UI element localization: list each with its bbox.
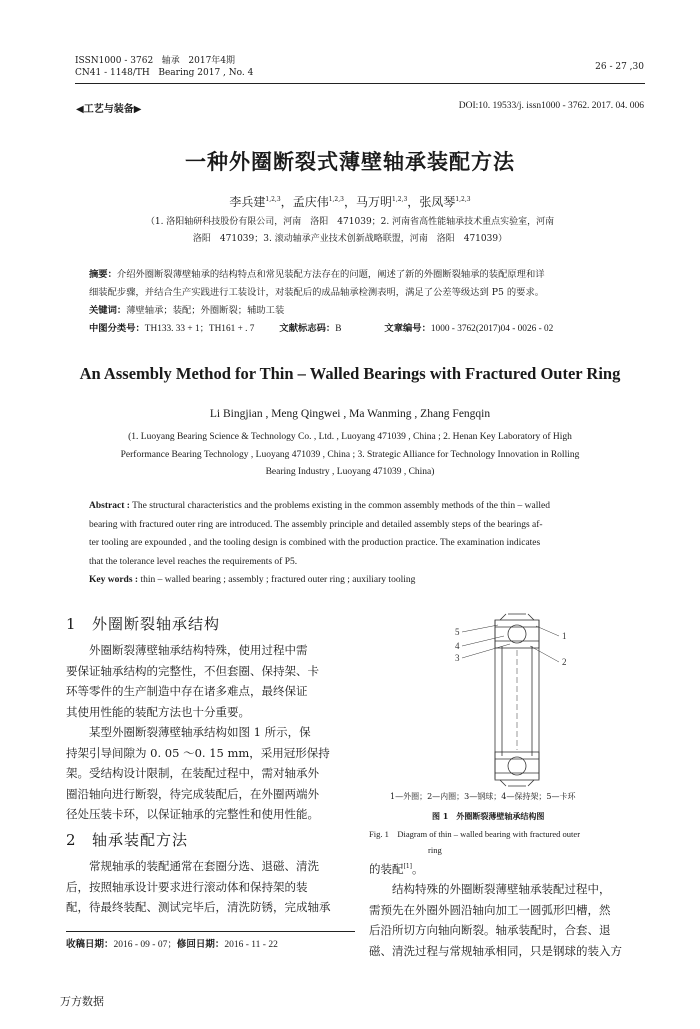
- section-1-heading: 1 外圈断裂轴承结构: [66, 615, 221, 633]
- authors-cn: 李兵建$^{1,2,3}$，孟庆伟$^{1,2,3}$，马万明$^{1,2,3}$，张凤琴$^{1,2,3}$: [229, 195, 471, 209]
- keywords-cn: 关键词：薄壁轴承；装配；外圈断裂；辅助工装: [89, 305, 285, 316]
- issue-cn: 2017年4期: [188, 56, 236, 66]
- journal-name-en: Bearing: [158, 68, 195, 78]
- callout-2: 2: [562, 657, 567, 667]
- callout-1: 1: [562, 631, 567, 641]
- journal-name-cn: 轴承: [161, 56, 180, 66]
- section-tag: ◀工艺与装备▶: [76, 104, 142, 115]
- page-range: 26 - 27 ,30: [595, 62, 644, 72]
- classification-info: 中图分类号：TH133. 33 + 1；TH161 + . 7 文献标志码：B 文章编号：1000 - 3762(2017)04 - 0026 - 02: [89, 323, 554, 334]
- figure-legend: 1—外圈；2—内圈；3—钢球；4—保持架；5—卡环: [390, 792, 576, 801]
- issue-en: 2017 , No. 4: [197, 68, 254, 78]
- callout-4: 4: [455, 641, 460, 651]
- callout-5: 5: [455, 627, 460, 637]
- figure-caption-en: Fig. 1 Diagram of thin – walled bearing with fractured outer ring: [369, 829, 581, 855]
- right-column-body: 的装配[1]。 结构特殊的外圈断裂薄壁轴承装配过程中， 需预先在外圈外圆沿轴向加工一圆弧形凹槽，然 后沿所切方向轴向断裂。轴承装配时，合套、退 磁、清洗过程与常规轴承相同，只是钢球的装入方: [369, 861, 622, 958]
- watermark: 万方数据: [60, 995, 104, 1008]
- abstract-en: Abstract : The structural characteristics and the problems existing in the common assembly methods of the thin – walled bearing with fractured outer ring are introduced. The assembly principle and detailed assembly steps of the bearings af- ter tooling are expounded , and the tooling design is combined with the production practice. The examination indicates that the tolerance level reaches the requirements of P5. Key words : thin – walled bearing ; assembly ; fractured outer ring ; auxiliary tooling: [89, 497, 634, 590]
- section-2-body: 常规轴承的装配通常在套圈分选、退磁、清洗 后，按照轴承设计要求进行滚动体和保持架的装 配，待最终装配、测试完毕后，清洗防锈，完成轴承: [66, 859, 331, 914]
- section-2-heading: 2 轴承装配方法: [66, 831, 189, 849]
- affiliations-cn: （1. 洛阳轴研科技股份有限公司，河南 洛阳 471039；2. 河南省高性能轴承技术重点实验室，河南 洛阳 471039；3. 滚动轴承产业技术创新战略联盟，河南 洛阳 471039）: [145, 217, 555, 244]
- journal-header-left: [75, 55, 253, 79]
- top-section-outline: [495, 620, 539, 648]
- page-title: 一种外圈断裂式薄壁轴承装配方法: [185, 149, 515, 174]
- authors-en: Li Bingjian , Meng Qingwei , Ma Wanming , Zhang Fengqin: [209, 408, 491, 420]
- issn: ISSN1000 - 3762: [75, 56, 154, 66]
- doi: DOI:10. 19533/j. issn1000 - 3762. 2017. 04. 006: [458, 101, 644, 111]
- bottom-ball: [508, 757, 526, 775]
- figure-caption-cn: 图 1 外圈断裂薄壁轴承结构图: [432, 811, 545, 821]
- section-1-body: 外圈断裂薄壁轴承结构特殊，使用过程中需 要保证轴承结构的完整性，不但套圈、保持架、卡 环等零件的生产制造中存在诸多难点，最终保证 其使用性能的装配方法也十分重要。 某型外圈断裂薄壁轴承结构如图 1 所示，保 持架引导间隙为 0. 05 ～0. 15 mm，采用冠形保持 架。受结构设计限制，在装配过程中，需对轴承外 圈沿轴向进行断裂，待完成装配后，在外圈两端外 径处压装卡环，以保证轴承的完整性和使用性能。: [66, 643, 330, 821]
- bottom-section-outline: [495, 752, 539, 780]
- title-en: An Assembly Method for Thin – Walled Bearings with Fractured Outer Ring: [79, 364, 621, 383]
- footnote-rule: [66, 931, 355, 932]
- cn-number: CN41 - 1148/TH: [75, 68, 150, 78]
- callout-3: 3: [455, 653, 460, 663]
- top-ball: [508, 625, 526, 643]
- bearing-diagram: [440, 606, 590, 789]
- header-rule: [75, 83, 645, 84]
- affiliations-en: (1. Luoyang Bearing Science & Technology Co. , Ltd. , Luoyang 471039 , China ; 2. Henan Key Laboratory of High Performance Bearing Technology , Luoyang 471039 , China ; 3. Strategic Alliance for Technology Innovation in Rolling Bearing Industry , Luoyang 471039 , China): [120, 432, 580, 477]
- keywords-en: Key words : thin – walled bearing ; assembly ; fractured outer ring ; auxiliary tooling: [89, 575, 416, 585]
- received-dates: 收稿日期：2016 - 09 - 07；修回日期：2016 - 11 - 22: [66, 939, 278, 950]
- abstract-cn: 摘要：介绍外圈断裂薄壁轴承的结构特点和常见装配方法存在的问题，阐述了新的外圈断裂轴承的装配原理和详 细装配步骤，并结合生产实践进行工装设计，对装配后的成品轴承检测表明，满足了公差等级达到 P5 的要求。 关键词：薄壁轴承；装配；外圈断裂；辅助工装 中图分类号：TH133. 33 + 1；TH161 + . 7 文献标志码：B 文章编号：1000 - 3762(2017)04 - 0026 - 02: [89, 266, 634, 338]
